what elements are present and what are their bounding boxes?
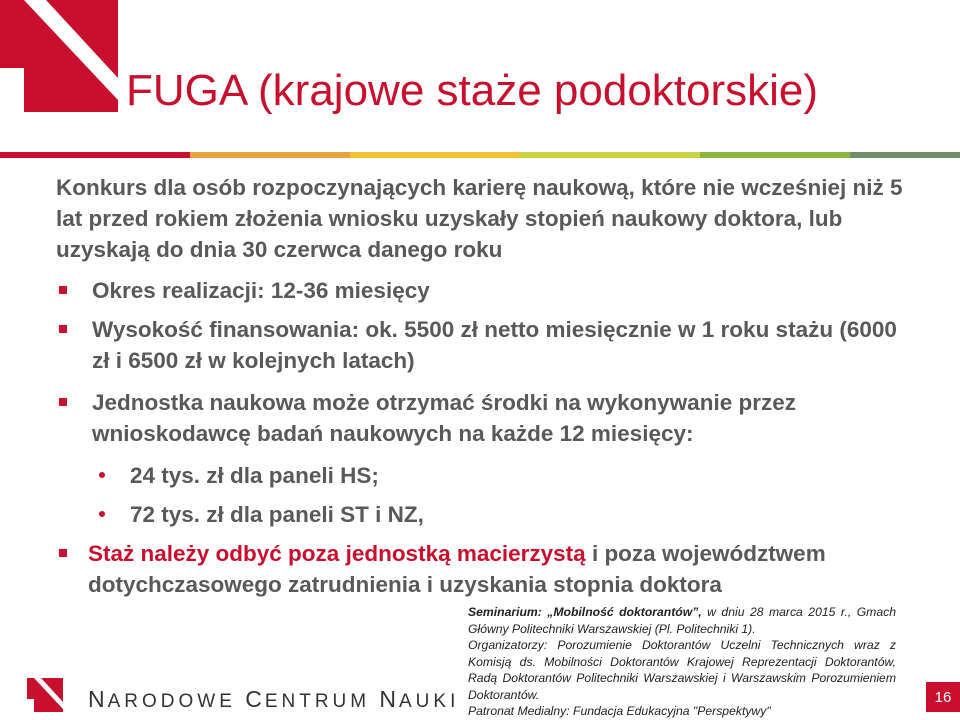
intro-paragraph: Konkurs dla osób rozpoczynających karierę naukową, które nie wcześniej niż 5 lat przed rokiem złożenia wniosku uzyskały stopień naukowy doktora, lub uzyskają do dnia 30 czerwca danego roku — [56, 175, 903, 262]
dot-bullet-icon — [99, 472, 105, 478]
page-title: FUGA (krajowe staże podoktorskie) — [126, 66, 819, 115]
bullet-internship-location — [88, 538, 868, 600]
square-bullet-icon — [59, 398, 67, 406]
subbullet-hs: 24 tys. zł dla paneli HS; — [130, 463, 379, 488]
footer-word: AUKI — [399, 691, 460, 712]
seminar-patron: Patronat Medialny: Fundacja Edukacyjna "Perspektywy" — [468, 704, 771, 718]
bullet-funding: Wysokość finansowania: ok. 5500 zł netto miesięcznie w 1 roku stażu (6000 zł i 6500 zł w kolejnych latach) — [92, 317, 897, 373]
square-bullet-icon — [59, 549, 67, 557]
bullet-research-funds: Jednostka naukowa może otrzymać środki na wykonywanie przez wnioskodawcę badań naukowych na każde 12 miesięcy: — [92, 390, 796, 446]
ncn-logo-icon — [0, 0, 118, 112]
footer-institution-name — [88, 686, 459, 713]
bullet-duration: Okres realizacji: 12-36 miesięcy — [92, 278, 430, 303]
page-number: 16 — [926, 682, 960, 712]
header-divider — [0, 152, 960, 158]
ncn-small-logo-icon — [27, 678, 63, 712]
subbullet-st-nz: 72 tys. zł dla paneli ST i NZ, — [130, 502, 424, 527]
footer-letter: N — [379, 686, 399, 712]
seminar-organizers: Organizatorzy: Porozumienie Doktorantów Uczelni Technicznych wraz z Komisją ds. Mobilności Doktorantów Krajowej Reprezentacji Doktorantów, Radą Doktorantów Politechniki Warszawskiej i Warszawskim Porozumieniem Doktorantów. — [468, 638, 896, 702]
seminar-details: w dniu 28 marca 2015 r., Gmach Główny Politechniki Warszawskiej (Pl. Politechniki 1). — [468, 605, 896, 636]
footer-letter: N — [88, 686, 108, 712]
footer-word: ENTRUM — [264, 691, 380, 712]
internship-emphasis: Staż należy odbyć poza jednostką macierzystą — [88, 541, 586, 566]
square-bullet-icon — [59, 286, 67, 294]
square-bullet-icon — [59, 325, 67, 333]
seminar-title: Seminarium: „Mobilność doktorantów”, — [468, 605, 702, 619]
internship-rest: i poza województwem dotychczasowego zatrudnienia i uzyskania stopnia doktora — [88, 541, 826, 597]
footer-letter: C — [245, 686, 265, 712]
dot-bullet-icon — [99, 511, 105, 517]
seminar-note — [468, 604, 896, 720]
footer-word: ARODOWE — [107, 691, 246, 712]
